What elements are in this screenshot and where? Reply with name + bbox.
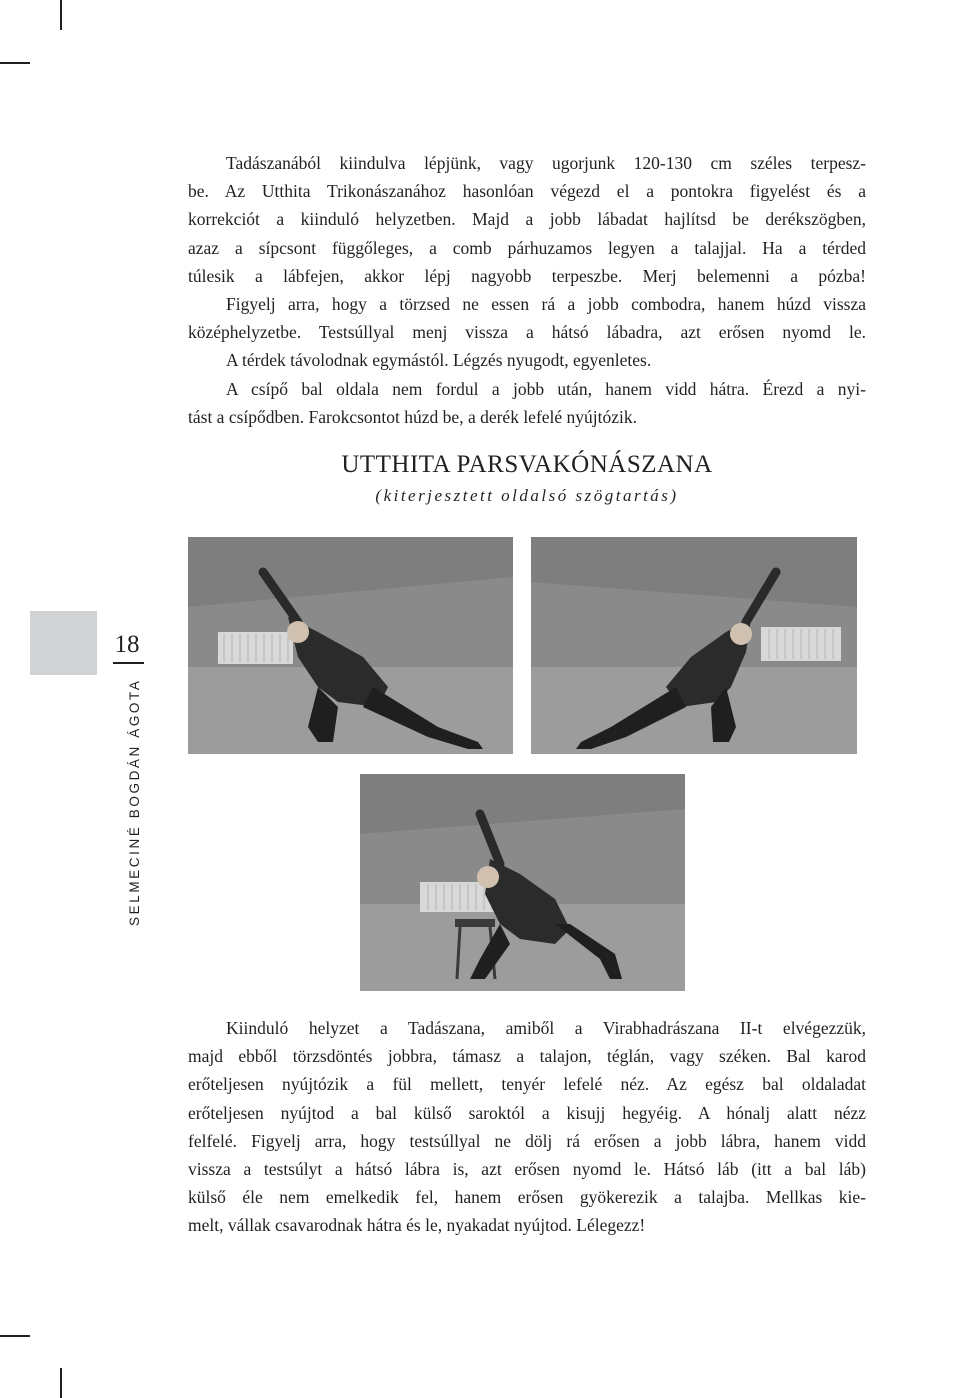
- text-line: vissza a testsúlyt a hátsó lábra is, azt erősen nyomd le. Hátsó láb (itt a bal láb): [188, 1159, 866, 1180]
- pose-photo: [188, 537, 513, 754]
- text-line: túlesik a lábfejen, akkor lépj nagyobb terpeszbe. Merj belemenni a pózba!: [188, 265, 866, 286]
- text-line: azaz a sípcsont függőleges, a comb párhuzamos legyen a talajjal. Ha a térded: [188, 237, 866, 258]
- text-line: be. Az Utthita Trikonászanához hasonlóan végezd el a pontokra figyelést és a: [188, 181, 866, 202]
- text-line: felfelé. Figyelj arra, hogy testsúllyal ne dölj rá erősen a jobb lábra, hanem vidd: [188, 1130, 866, 1151]
- intro-paragraph: [188, 149, 866, 431]
- section-title: UTTHITA PARSVAKÓNÁSZANA: [341, 451, 713, 478]
- pose-photo: [360, 774, 685, 991]
- text-line: Tadászanából kiindulva lépjünk, vagy ugorjunk 120-130 cm széles terpesz-: [226, 153, 866, 173]
- text-line: középhelyzetbe. Testsúllyal menj vissza a hátsó lábadra, azt erősen nyomd le.: [188, 322, 866, 343]
- main-paragraph: [188, 1014, 866, 1240]
- page-number: 18: [114, 631, 140, 658]
- text-line: Kiinduló helyzet a Tadászana, amiből a Virabhadrászana II-t elvégezzük,: [226, 1018, 866, 1038]
- crop-mark: [0, 62, 30, 64]
- crop-mark: [0, 1335, 30, 1337]
- text-line: külső éle nem emelkedik fel, hanem erősen gyökerezik a talajba. Mellkas kie-: [188, 1187, 866, 1208]
- text-line: korrekciót a kiinduló helyzetben. Majd a jobb lábadat hajlítsd be derékszögben,: [188, 209, 866, 230]
- section-subtitle: (kiterjesztett oldalsó szögtartás): [375, 486, 679, 505]
- running-author: SELMECINÉ BOGDÁN ÁGOTA: [127, 678, 142, 926]
- text-line: melt, vállak csavarodnak hátra és le, nyakadat nyújtod. Lélegezz!: [188, 1215, 646, 1236]
- crop-mark: [60, 0, 62, 30]
- text-line: tást a csípődben. Farokcsontot húzd be, a derék lefelé nyújtózik.: [188, 406, 638, 427]
- text-line: majd ebből törzsdöntés jobbra, támasz a talajon, téglán, vagy széken. Bal karod: [188, 1046, 866, 1067]
- crop-mark: [60, 1368, 62, 1398]
- text-line: erőteljesen nyújtózik a fül mellett, tenyér lefelé néz. Az egész bal oldaladat: [188, 1074, 866, 1095]
- text-line: erőteljesen nyújtod a bal külső saroktól a kisujj hegyéig. A hónalj alatt nézz: [188, 1102, 866, 1123]
- text-line: Figyelj arra, hogy a törzsed ne essen rá a jobb combodra, hanem húzd vissza: [226, 294, 866, 315]
- page-number-rule: [113, 662, 144, 664]
- chapter-tab: [30, 611, 97, 675]
- pose-photo: [531, 537, 857, 754]
- text-line: A csípő bal oldala nem fordul a jobb után, hanem vidd hátra. Érezd a nyi-: [226, 378, 866, 399]
- text-line: A térdek távolodnak egymástól. Légzés nyugodt, egyenletes.: [226, 350, 652, 371]
